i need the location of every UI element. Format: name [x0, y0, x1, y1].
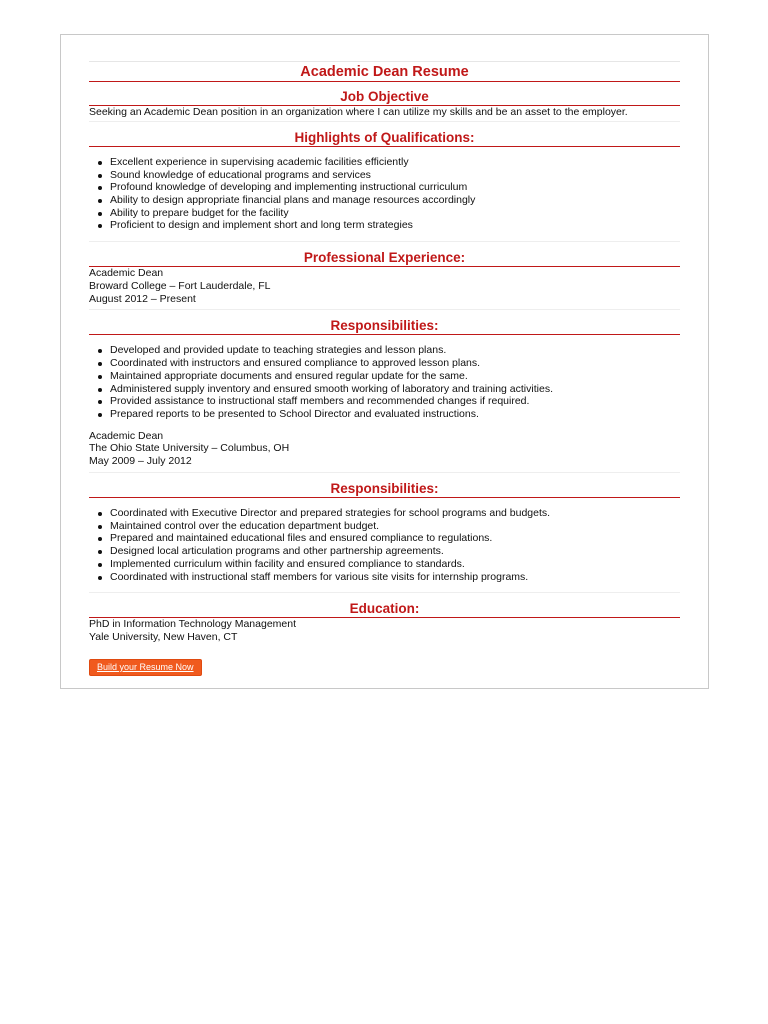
list-item: Ability to design appropriate financial plans and manage resources accordingly: [110, 194, 680, 207]
bullet-icon: [98, 199, 102, 203]
job-employer: Broward College – Fort Lauderdale, FL: [89, 279, 271, 292]
list-item: Provided assistance to instructional staff members and recommended changes if required.: [110, 395, 680, 408]
objective-heading: Job Objective: [89, 89, 680, 106]
bullet-icon: [98, 186, 102, 190]
list-item: Implemented curriculum within facility and ensured compliance to standards.: [110, 558, 680, 571]
bullet-icon: [98, 224, 102, 228]
title-block: [89, 62, 680, 82]
list-item: Coordinated with Executive Director and prepared strategies for school programs and budgets.: [110, 507, 680, 520]
list-item: Prepared and maintained educational files and ensured compliance to regulations.: [110, 532, 680, 545]
experience-heading: Professional Experience:: [89, 250, 680, 267]
responsibilities-heading: Responsibilities:: [89, 318, 680, 335]
list-item: Maintained control over the education department budget.: [110, 520, 680, 533]
list-item: Designed local articulation programs and other partnership agreements.: [110, 545, 680, 558]
bullet-icon: [98, 388, 102, 392]
job-title: Academic Dean: [89, 429, 164, 442]
highlights-list: [89, 156, 680, 232]
list-item: Administered supply inventory and ensured smooth working of laboratory and training activities.: [110, 383, 680, 396]
bullet-icon: [98, 362, 102, 366]
build-resume-button[interactable]: Build your Resume Now: [89, 659, 202, 676]
job-employer: The Ohio State University – Columbus, OH: [89, 442, 290, 455]
bullet-icon: [98, 400, 102, 404]
list-item: Coordinated with instructional staff members for various site visits for internship programs.: [110, 571, 680, 584]
bullet-icon: [98, 576, 102, 580]
responsibilities-list: [89, 507, 680, 583]
bullet-icon: [98, 212, 102, 216]
job-dates: August 2012 – Present: [89, 292, 196, 305]
bullet-icon: [98, 161, 102, 165]
bullet-icon: [98, 174, 102, 178]
bullet-icon: [98, 525, 102, 529]
list-item: Developed and provided update to teaching strategies and lesson plans.: [110, 344, 680, 357]
responsibilities-list: [89, 344, 680, 420]
list-item: Coordinated with instructors and ensured compliance to approved lesson plans.: [110, 357, 680, 370]
objective-text: Seeking an Academic Dean position in an organization where I can utilize my skills and be an asset to the employer.: [89, 106, 628, 118]
list-item: Proficient to design and implement short and long term strategies: [110, 219, 680, 232]
list-item: Prepared reports to be presented to School Director and evaluated instructions.: [110, 408, 680, 421]
education-degree: PhD in Information Technology Management: [89, 618, 297, 631]
bullet-icon: [98, 349, 102, 353]
list-item: Ability to prepare budget for the facility: [110, 207, 680, 220]
education-heading: Education:: [89, 601, 680, 618]
responsibilities-heading: Responsibilities:: [89, 481, 680, 498]
resume-page: [60, 34, 709, 689]
highlights-heading: Highlights of Qualifications:: [89, 130, 680, 147]
list-item: Excellent experience in supervising academic facilities efficiently: [110, 156, 680, 169]
bullet-icon: [98, 537, 102, 541]
education-school: Yale University, New Haven, CT: [89, 631, 238, 644]
bullet-icon: [98, 563, 102, 567]
job-dates: May 2009 – July 2012: [89, 455, 192, 468]
job-title: Academic Dean: [89, 267, 164, 280]
resume-content: [89, 61, 680, 676]
bullet-icon: [98, 512, 102, 516]
bullet-icon: [98, 375, 102, 379]
bullet-icon: [98, 550, 102, 554]
list-item: Profound knowledge of developing and implementing instructional curriculum: [110, 181, 680, 194]
resume-title: Academic Dean Resume: [300, 64, 469, 80]
list-item: Sound knowledge of educational programs and services: [110, 169, 680, 182]
bullet-icon: [98, 413, 102, 417]
list-item: Maintained appropriate documents and ensured regular update for the same.: [110, 370, 680, 383]
